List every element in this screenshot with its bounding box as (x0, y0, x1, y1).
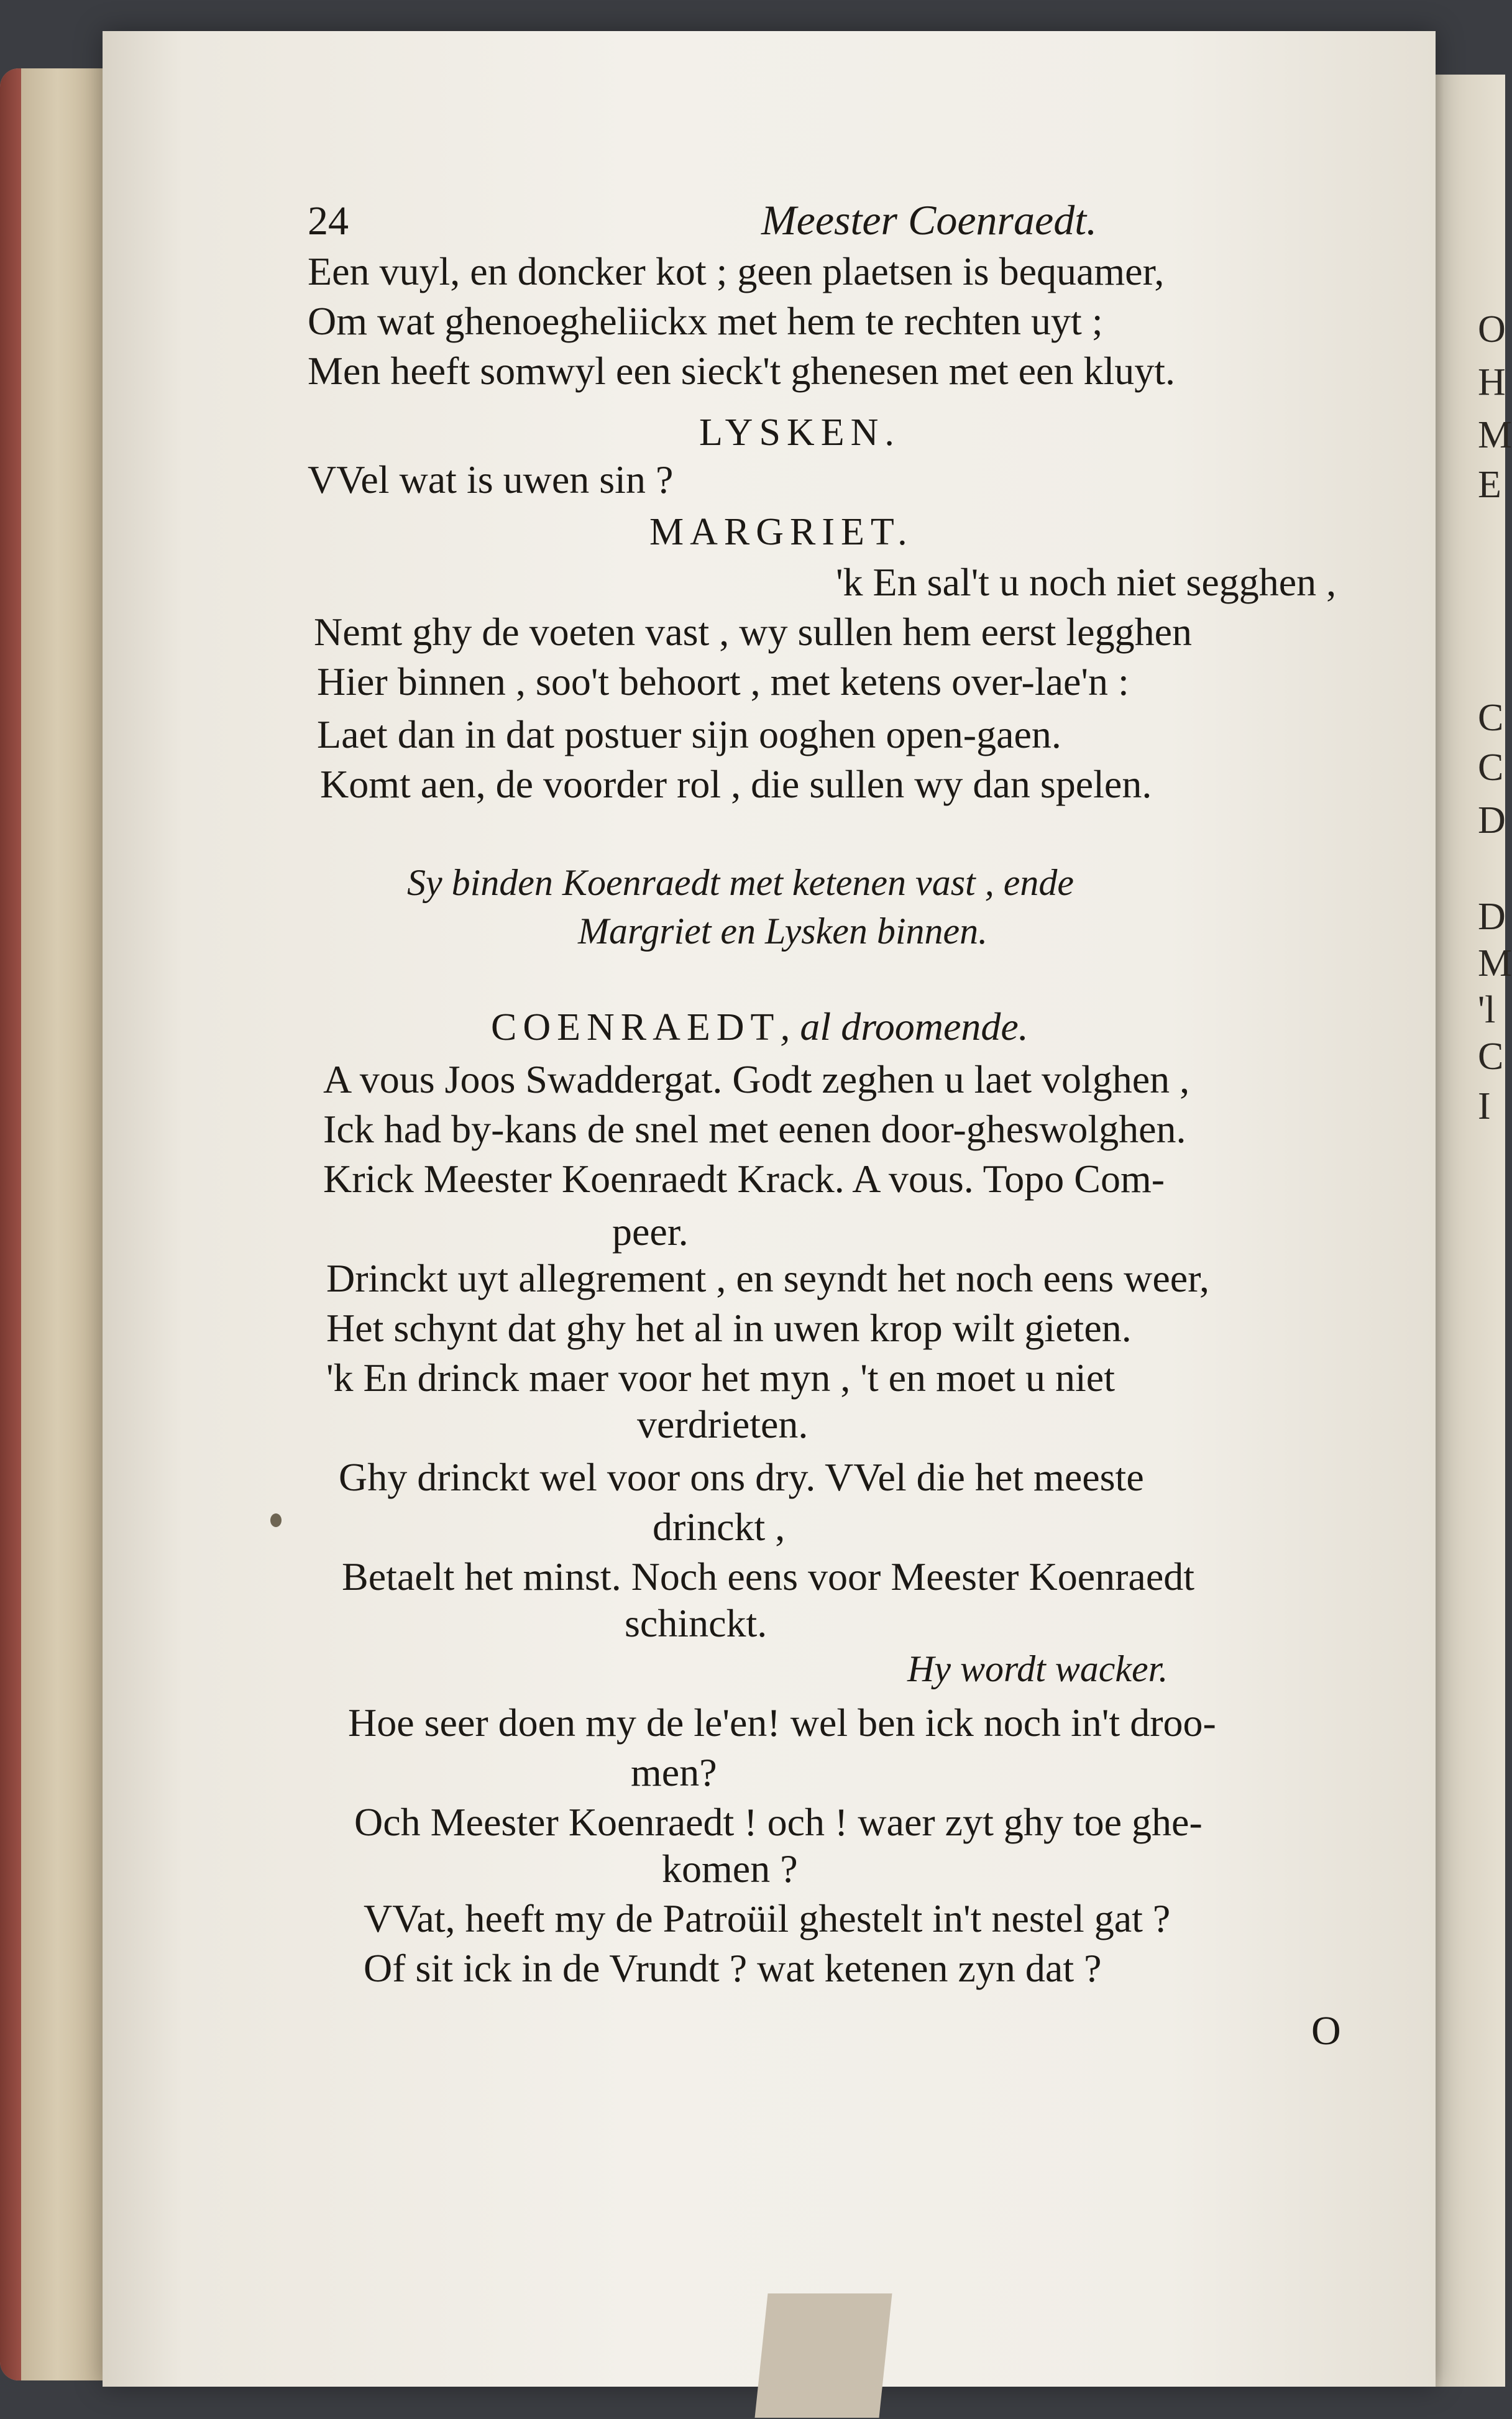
verse-line: Och Meester Koenraedt ! och ! waer zyt ghy toe ghe- (354, 1800, 1203, 1844)
verse-line: Betaelt het minst. Noch eens voor Meester Koenraedt (342, 1554, 1194, 1599)
verse-line: schinckt. (625, 1601, 767, 1645)
speaker-name: LYSKEN. (699, 411, 900, 454)
facing-page-letter: C (1478, 697, 1504, 739)
verse-line: Laet dan in dat postuer sijn ooghen open-gaen. (317, 712, 1061, 756)
verse-line: Hier binnen , soo't behoort , met ketens over-lae'n : (317, 659, 1129, 704)
verse-line: 'k En drinck maer voor het myn , 't en moet u niet (326, 1356, 1115, 1400)
verse-line: peer. (612, 1210, 689, 1254)
verse-line: 'k En sal't u noch niet segghen , (836, 560, 1337, 604)
speaker-name: MARGRIET. (649, 511, 914, 553)
verse-line: Om wat ghenoegheliickx met hem te rechten uyt ; (308, 299, 1103, 343)
catchword: O (1311, 2008, 1341, 2054)
running-title: Meester Coenraedt. (761, 196, 1097, 244)
verse-line: Het schynt dat ghy het al in uwen krop wilt gieten. (326, 1306, 1132, 1350)
speaker-note: , al droomende. (780, 1004, 1029, 1049)
stage-direction: Sy binden Koenraedt met ketenen vast , ende (407, 862, 1074, 903)
verse-line: Of sit ick in de Vrundt ? wat ketenen zyn dat ? (364, 1946, 1102, 1990)
verse-line: Een vuyl, en doncker kot ; geen plaetsen is bequamer, (308, 249, 1165, 293)
facing-page-letter: C (1478, 746, 1504, 789)
page-tear (754, 2293, 892, 2418)
verse-line: VVat, heeft my de Patroüil ghestelt in't nestel gat ? (364, 1896, 1171, 1940)
facing-page-letter: E (1478, 464, 1501, 506)
facing-page-letter: H (1478, 361, 1506, 403)
verse-line: men? (631, 1750, 717, 1794)
verse-line: komen ? (662, 1847, 798, 1891)
verse-line: Komt aen, de voorder rol , die sullen wy dan spelen. (320, 762, 1152, 806)
verse-line: A vous Joos Swaddergat. Godt zeghen u laet volghen , (323, 1057, 1190, 1101)
page-number: 24 (308, 198, 349, 244)
paper-spot (270, 1513, 282, 1527)
stage-direction: Margriet en Lysken binnen. (578, 911, 988, 952)
facing-page-letter: I (1478, 1085, 1491, 1127)
facing-page-letter: D (1478, 799, 1506, 842)
facing-page-letter: 'l (1478, 989, 1496, 1031)
facing-page-letter: M (1478, 942, 1512, 985)
verse-line: Men heeft somwyl een sieck't ghenesen met een kluyt. (308, 349, 1175, 393)
verse-line: verdrieten. (637, 1402, 809, 1446)
verse-line: Nemt ghy de voeten vast , wy sullen hem eerst legghen (314, 610, 1192, 654)
verse-line: Hoe seer doen my de le'en! wel ben ick noch in't droo- (348, 1701, 1216, 1745)
verse-line: Drinckt uyt allegrement , en seyndt het noch eens weer, (326, 1256, 1209, 1300)
facing-page-letter: M (1478, 414, 1512, 456)
book-page (103, 31, 1436, 2387)
verse-line: Ghy drinckt wel voor ons dry. VVel die het meeste (339, 1455, 1144, 1499)
facing-page-letter: O (1478, 308, 1506, 351)
verse-line: drinckt , (653, 1505, 786, 1549)
verse-line: Ick had by-kans de snel met eenen door-gheswolghen. (323, 1107, 1186, 1151)
speaker-heading (491, 1004, 1029, 1049)
speaker-name: COENRAEDT (491, 1006, 781, 1049)
facing-page-letter: D (1478, 896, 1506, 938)
facing-page-letter: C (1478, 1035, 1504, 1078)
verse-line: Krick Meester Koenraedt Krack. A vous. Topo Com- (323, 1157, 1165, 1201)
stage-direction: Hy wordt wacker. (907, 1648, 1168, 1689)
verse-line: VVel wat is uwen sin ? (308, 457, 674, 502)
